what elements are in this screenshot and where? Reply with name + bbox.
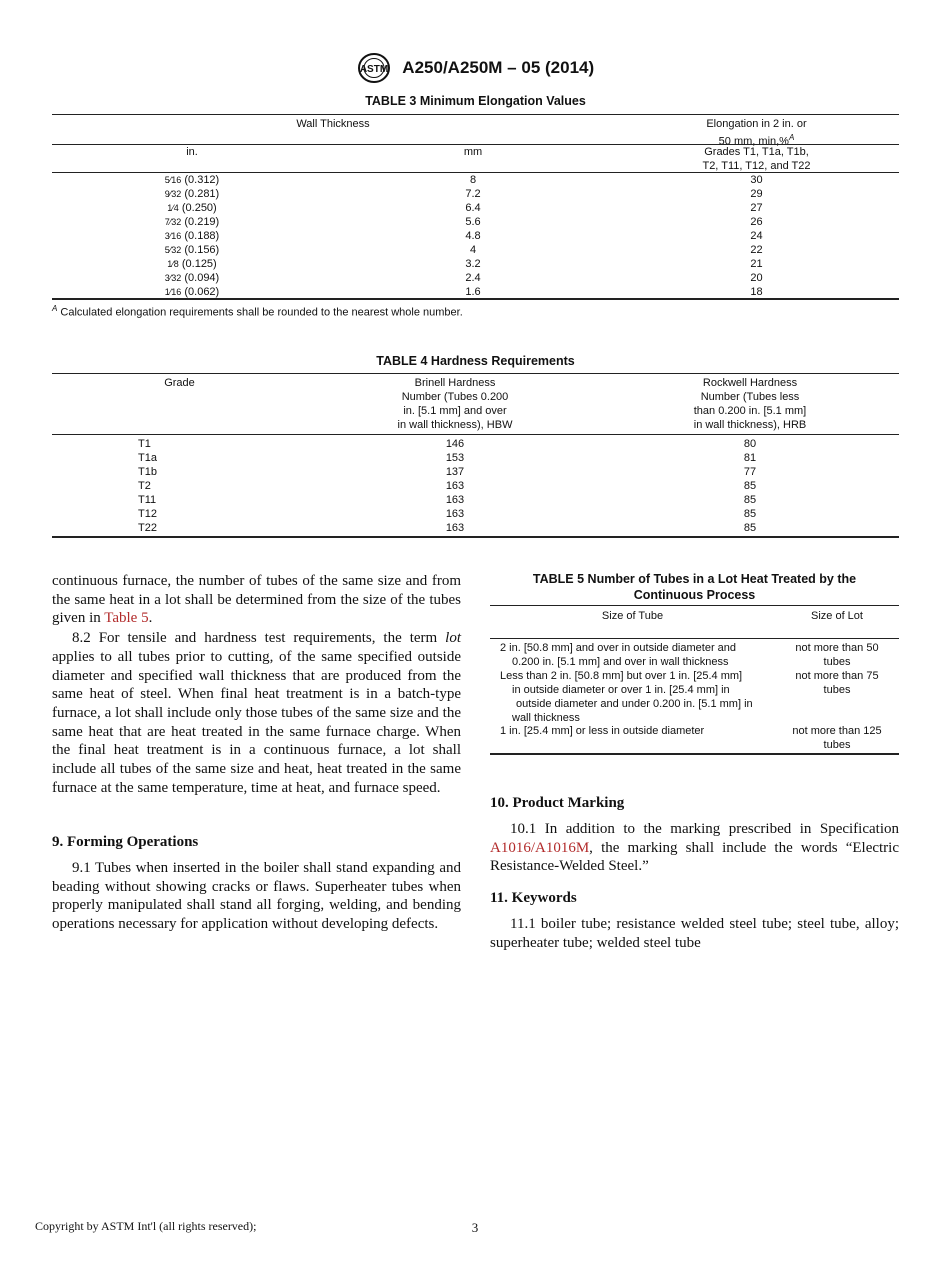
table4-cell-hbw: 163 [445, 494, 465, 506]
table3-cell-elongation: 24 [750, 230, 763, 242]
svg-text:ASTM: ASTM [359, 64, 389, 75]
table4-head-rule [52, 434, 899, 435]
paragraph-8-2: 8.2 For tensile and hardness test requirements, the term lot applies to all tubes prior to cutting, of the same specified outside diameter and specified wall thickness that are produced from the same heat of steel. When final heat treatment is in a batch-type furnace, a lot shall include only those tubes of the same size and the same heat that are heat treated in the same furnace charge. When the final heat treatment is in a continuous furnace, a lot shall include all tubes of the same size and heat, heat treated in the same furnace at the same temperature, time at heat, and furnace speed. [52, 630, 461, 796]
table5-link[interactable]: Table 5 [104, 610, 149, 627]
table5-row: 1 in. [25.4 mm] or less in outside diameter [500, 725, 705, 737]
table4-head-brinell: Brinell Hardness Number (Tubes 0.200 in. [5.1 mm] and over in wall thickness), HBW [397, 377, 513, 431]
table3-head-grades: Grades T1, T1a, T1b, T2, T11, T12, and T22 [702, 146, 811, 172]
table4-bottom-rule [52, 536, 899, 538]
table3-cell-mm: 7.2 [465, 188, 481, 200]
table5-head-lot: Size of Lot [811, 610, 863, 622]
document-title: A250/A250M – 05 (2014) [402, 58, 595, 77]
paragraph-9-1: 9.1 Tubes when inserted in the boiler shall stand expanding and beading without showing cracks or flaws. Superheater tubes when properly manipulated shall stand all forging, welding, and bending operations necessary for application without developing defects. [52, 860, 461, 933]
table4-cell-hbw: 163 [445, 508, 465, 520]
table3-cell-elongation: 18 [750, 286, 763, 298]
table4-top-rule [52, 373, 899, 374]
table5-head-size: Size of Tube [601, 610, 664, 622]
table3-head-in: in. [186, 146, 198, 158]
table3-cell-in: 1⁄8 (0.125) [167, 258, 217, 270]
table4-head-rockwell: Rockwell Hardness Number (Tubes less than 0.200 in. [5.1 mm] in wall thickness), HRB [693, 377, 807, 431]
table5-row-lot: not more than 125 tubes [792, 725, 882, 751]
table4-cell-hbw: 146 [445, 438, 465, 450]
table3-cell-mm: 2.4 [465, 272, 481, 284]
table4-cell-hrb: 85 [743, 494, 757, 506]
table4-caption: TABLE 4 Hardness Requirements [376, 354, 575, 368]
table3-cell-elongation: 27 [750, 202, 763, 214]
a1016-link[interactable]: A1016/A1016M [490, 839, 590, 856]
table4-cell-hrb: 81 [743, 452, 757, 464]
table4-cell-hbw: 163 [445, 480, 465, 492]
table5-row-lot: not more than 50 tubes [795, 642, 879, 668]
table5-row: 2 in. [50.8 mm] and over in outside diameter and 0.200 in. [5.1 mm] and over in wall thickness [500, 642, 737, 668]
paragraph-10-1: 10.1 In addition to the marking prescribed in Specification A1016/A1016M, the marking shall include the words “Electric Resistance-Welded Steel.” [490, 821, 899, 875]
table5-head-rule [490, 638, 899, 639]
page-number: 3 [471, 1220, 479, 1235]
table3-cell-in: 3⁄32 (0.094) [164, 272, 220, 284]
table3-cell-mm: 8 [469, 174, 477, 186]
table4-cell-grade: T1a [138, 452, 157, 464]
paragraph-8-1-cont: continuous furnace, the number of tubes of the same size and from the same heat in a lot shall be determined from the size of the tubes given in Table 5. [52, 573, 461, 627]
table5-caption: TABLE 5 Number of Tubes in a Lot Heat Treated by the Continuous Process [532, 572, 857, 602]
table4-cell-hrb: 80 [743, 438, 757, 450]
table4-cell-hbw: 137 [445, 466, 465, 478]
table5-bottom-rule [490, 753, 899, 755]
table3-cell-elongation: 29 [750, 188, 763, 200]
table3-cell-mm: 3.2 [465, 258, 481, 270]
table3-head-elongation: Elongation in 2 in. or 50 mm, min,%$^A$ [706, 118, 807, 148]
table3-cell-elongation: 30 [750, 174, 763, 186]
table3-cell-elongation: 21 [750, 258, 763, 270]
section-11-heading: 11. Keywords [490, 890, 577, 906]
table3-cell-elongation: 20 [750, 272, 763, 284]
table3-cell-in: 5⁄16 (0.312) [164, 174, 220, 186]
table3-top-rule [52, 114, 899, 115]
table4-cell-hbw: 153 [445, 452, 465, 464]
table4-cell-grade: T1b [138, 466, 157, 478]
table3-caption: TABLE 3 Minimum Elongation Values [365, 94, 586, 108]
section-9-heading: 9. Forming Operations [52, 834, 199, 850]
table3-cell-mm: 4.8 [465, 230, 481, 242]
copyright-notice: Copyright by ASTM Int'l (all rights reserved); [35, 1219, 257, 1233]
table3-bottom-rule [52, 298, 899, 300]
paragraph-11-1: 11.1 boiler tube; resistance welded steel tube; steel tube, alloy; superheater tube; welded steel tube [490, 916, 899, 951]
table3-cell-in: 7⁄32 (0.219) [164, 216, 220, 228]
table3-cell-in: 3⁄16 (0.188) [164, 230, 220, 242]
table4-cell-grade: T2 [138, 480, 151, 492]
table4-cell-grade: T1 [138, 438, 151, 450]
table3-cell-elongation: 26 [750, 216, 763, 228]
table5-top-rule [490, 605, 899, 606]
table4-cell-hrb: 85 [743, 522, 757, 534]
table5-row: Less than 2 in. [50.8 mm] but over 1 in. [25.4 mm] in outside diameter or over 1 in. [25.4 mm] in outside diameter and under 0.200 in. [5.1 mm] in wall thickness [500, 670, 753, 724]
section-10-heading: 10. Product Marking [490, 795, 625, 811]
table3-head-mm: mm [463, 146, 483, 158]
table4-cell-hrb: 85 [743, 480, 757, 492]
astm-logo-icon [356, 52, 392, 84]
table3-cell-in: 5⁄32 (0.156) [164, 244, 220, 256]
table3-cell-mm: 1.6 [465, 286, 481, 298]
table3-cell-in: 9⁄32 (0.281) [164, 188, 220, 200]
table4-cell-hrb: 85 [743, 508, 757, 520]
table3-head-wall: Wall Thickness [296, 118, 370, 130]
page-header [0, 52, 950, 84]
table3-cell-mm: 4 [469, 244, 477, 256]
table4-cell-hrb: 77 [743, 466, 757, 478]
table4-head-grade: Grade [164, 377, 195, 389]
table4-cell-grade: T22 [138, 522, 157, 534]
left-column-text [52, 572, 461, 797]
table3-cell-mm: 6.4 [465, 202, 481, 214]
table4-cell-grade: T12 [138, 508, 157, 520]
table3-cell-in: 1⁄16 (0.062) [164, 286, 220, 298]
table3-cell-mm: 5.6 [465, 216, 481, 228]
table4-cell-hbw: 163 [445, 522, 465, 534]
table3-footnote: $^A$ Calculated elongation requirements shall be rounded to the nearest whole number. [52, 304, 463, 319]
table5-row-lot: not more than 75 tubes [795, 670, 879, 696]
table4-cell-grade: T11 [138, 494, 157, 506]
table3-cell-elongation: 22 [750, 244, 763, 256]
table3-cell-in: 1⁄4 (0.250) [167, 202, 217, 214]
